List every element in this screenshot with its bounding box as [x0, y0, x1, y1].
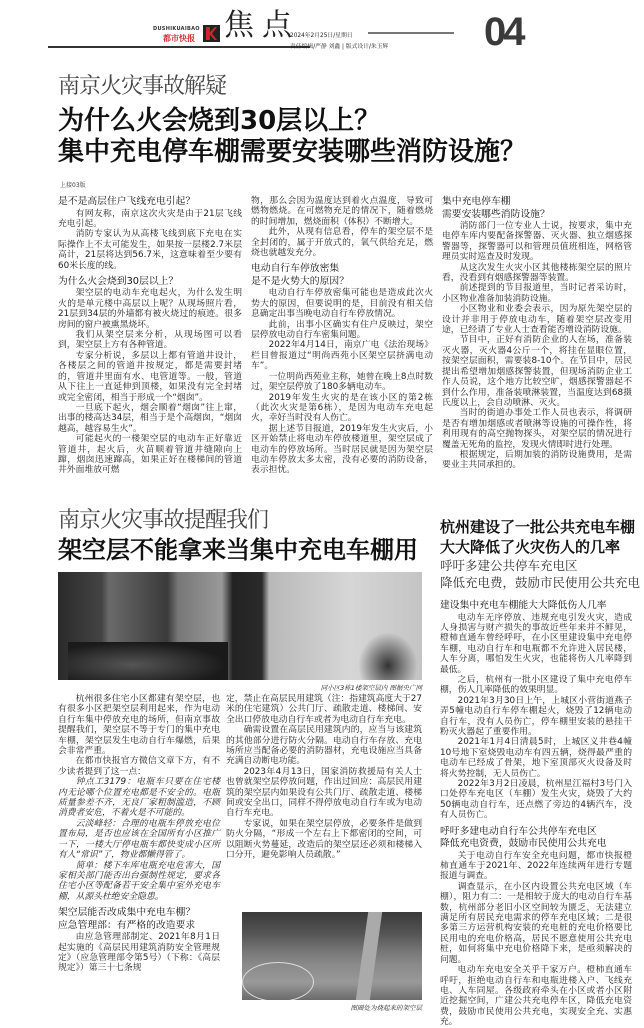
- subheading: 是不是高层住户飞线充电引起？: [58, 196, 196, 207]
- reader-comment: 云淡峰轻：合理的电瓶车停放充电位置布局，是否也应该在全国所有小区推广一下，一楼大厅停电瓶车都快变成小区所有人“常识”了，物业都懒得管了。: [58, 818, 220, 861]
- paragraph: 调查显示，在小区内设置公共充电区域（车棚），阻力有二：一是相较于庞大的电动自行车基数，杭州部分老旧小区空间较为匮乏，无法建立满足所有居民充电需求的停车充电区域；二是很多第三方运营机构安装的充电桩的充电价格要比民用电的充电价格高，居民不愿意使用公共充电桩，如何将集中充电价格降下来，是亟须解决的问题。: [440, 881, 632, 965]
- photo-caption-1: 同小区3栋1楼架空层内 图据央广网: [320, 684, 422, 692]
- brand-name-en: DUSHIKUAIBAO: [153, 26, 200, 32]
- page-number: 04: [484, 10, 523, 54]
- paragraph: 在都市快报官方微信文章下方，有不少读者提到了这一点：: [58, 756, 220, 777]
- subheading: 架空层能否改成集中充电车棚？: [58, 907, 196, 919]
- subheading: 建设集中充电车棚能大大降低伤人几率: [440, 600, 607, 611]
- subheading: 需要安装哪些消防设施？: [442, 208, 550, 220]
- editor-credits: 责任编辑/严静 刘鑫 | 版式设计/朱玉辉: [290, 44, 389, 50]
- subheading: 为什么火会烧到30层以上？: [58, 275, 179, 287]
- photo-parking-area: [58, 572, 422, 680]
- paragraph: 可能起火的一楼架空层的电动车正好靠近管道井，起火后，火苗顺着管道井缝隙向上蹿，烟囱迅速蹿高，如果正好在楼梯间的管道井外面堆放可燃: [58, 434, 242, 476]
- paragraph: 电动车充电安全关乎千家万户。橙柿直通车呼吁，拒绝电动自行车和电瓶进楼入户、飞线充电、人车同屋。各级政府牵头在小区或者小区附近挖掘空间，广建公共充电停车区，降低充电资费，鼓励市民使用公共充电，实现安全充、实惠充。: [440, 965, 632, 1028]
- paragraph: 此外，从现有信息看，停车的架空层不是全封闭的，属于开放式的，氧气供给充足，燃烧也就越发充分。: [251, 227, 433, 259]
- paragraph: 据上述节目报道，2019年发生火灾后，小区开始禁止将电动车停放楼道里，架空层成了电动车的停放场所。当时居民就是因为架空层电动车停放太多太密，没有必要的消防设备，表示担忧。: [251, 423, 433, 476]
- subheading: 降低充电资费，鼓励市民使用公共充电: [440, 838, 607, 850]
- left-kicker: 南京火灾事故提醒我们: [58, 508, 269, 533]
- top-headline-line1: 为什么火会烧到30层以上？: [58, 106, 381, 136]
- right-article-body: [440, 600, 632, 1028]
- paragraph: 消防部门一位专业人士说，按要求，集中充电停车库内要配备探警器、灭火器、独立烟感探警器等，探警器可以和管理员值班相连，网格管理员实时巡查及时发现。: [442, 221, 632, 263]
- subheading: 集中充电停车棚: [442, 196, 511, 207]
- left-article-column-a: [58, 694, 220, 974]
- paragraph: 小区物业和业委会表示，因为原先架空层的设计并非用于停放电动车，随着架空层改变用途，已经请了专业人士查看能否增设消防设施。: [442, 304, 632, 336]
- top-article-column-1: [58, 196, 242, 476]
- reader-comment: 简单：楼下车库电瓶充电危害大，国家相关部门能否出台强制性规定，要求各住宅小区等配备若干安全集中室外充电车棚，从源头杜绝安全隐患。: [58, 860, 220, 902]
- top-kicker: 南京火灾事故解疑: [58, 74, 227, 99]
- paragraph: 电动自行车停放密集可能也是造成此次火势大的原因，但要说明的是，目前没有相关信息确定出事当晚电动自行车停放情况。: [251, 288, 433, 320]
- paragraph: 2022年4月14日，南京广电《法治现场》栏目曾报道过“明尚西苑小区架空层挤满电动车”。: [251, 340, 433, 372]
- newspaper-logo-icon: [203, 25, 220, 42]
- photo-caption-2: 图圈处为烧起来的架空层: [350, 1004, 422, 1012]
- paragraph: 一位明尚西苑业主称，她曾在晚上8点时数过，架空层停放了180多辆电动车。: [251, 371, 433, 393]
- continued-from: 上接03版: [60, 182, 86, 189]
- subheading: 电动自行车停放密集: [251, 263, 340, 275]
- top-headline-line2: 集中充电停车棚需要安装哪些消防设施？: [58, 137, 527, 167]
- paragraph: 2023年4月13日，国家消防救援局有关人士也曾就架空层停放问题，作出过回应：高层民用建筑的架空层内如果设有公共门厅、疏散走道、楼梯间或安全出口，同样不得停放电动自行车或为电动自行车充电。: [226, 766, 422, 819]
- paragraph: 关于电动自行车安全充电问题，都市快报橙柿直通车于2021年、2022年连续两年进行专题报道与调查。: [440, 850, 632, 882]
- brand-name-cn: 都市快报: [163, 34, 195, 43]
- paragraph: 2022年3月2日凌晨，杭州星江福村3号门入口处停车充电区（车棚）发生火灾，烧毁了大约50辆电动自行车，还点燃了旁边的4辆汽车，没有人员伤亡。: [440, 779, 632, 821]
- paragraph: 杭州很多住宅小区都建有架空层，也有很多小区把架空层利用起来，作为电动自行车集中停放充电的场所，但南京事故提醒我们，架空层不等于专门的集中充电车棚，架空层发生电动自行车爆燃，后果会非常严重。: [58, 694, 220, 757]
- paragraph: 物，那么会因为温度达到着火点温度，导致可燃物燃烧。在可燃物充足的情况下，随着燃烧的时间增加，燃烧面积（体积）不断增大。: [251, 196, 433, 227]
- paragraph: 定，禁止在高层民用建筑（注：指建筑高度大于27米的住宅建筑）公共门厅、疏散走道、楼梯间、安全出口停放电动自行车或者为电动自行车充电。: [226, 694, 422, 725]
- subheading: 应急管理部：有严格的改造要求: [58, 919, 196, 931]
- right-subheadline-1: 呼吁多建公共停车充电区: [440, 558, 578, 573]
- paragraph: 我们从架空层来分析，从现场图可以看到，架空层上方有各种管道。: [58, 330, 242, 351]
- section-title: 焦点: [224, 8, 300, 43]
- masthead-rule-right: [368, 32, 454, 34]
- paragraph: 此前，出事小区确实有住户反映过，架空层停放电动自行车密集问题。: [251, 319, 433, 341]
- paragraph: 从这次发生火灾小区其他楼栋架空层的照片看，没看到有烟感探警器等装置。: [442, 262, 632, 284]
- subheading: 呼吁多建电动自行车公共停车充电区: [440, 825, 597, 837]
- paragraph: 节目中，正好有消防企业的人在场，准备装灭火器，灭火器4公斤一个，将挂在显眼位置，按架空层面积，需要装8-10个。在节目中，居民提出希望增加烟感探警装置，但现场消防企业工作人员说，这个地方比较空旷，烟感探警器起不到什么作用，准备装喷淋装置，当温度达到68摄氏度以上，会自动喷淋、灭火。: [442, 335, 632, 408]
- paragraph: 2019年发生火灾的是在该小区的第2栋（此次火灾是第6栋），是因为电动车充电起火，幸好当时没有人伤亡。: [251, 392, 433, 424]
- right-headline-line2: 大大降低了火灾伤人的几率: [440, 538, 621, 556]
- paragraph: 架空层的电动车充电起火，为什么发生明火的是单元楼中高层以上呢？从现场照片看，21层到34层的外墙都有被火烧过的痕迹。很多房间的窗户被熏黑烧坏。: [58, 288, 242, 330]
- subheading: 是不是火势大的原因？: [251, 275, 349, 287]
- left-headline: 架空层不能拿来当集中充电车棚用: [58, 536, 418, 564]
- top-article-column-2: [251, 196, 433, 476]
- right-headline-line1: 杭州建设了一批公共充电车棚: [440, 518, 636, 536]
- paragraph: 消防专家认为从高楼飞线到底下充电在实际操作上不太可能发生，如果按一层楼2.7米层高计，21层将达到56.7米，这意味着至少要有60米长度的线。: [58, 229, 242, 271]
- paragraph: 根据规定，后期加装的消防设施费用，是需要业主共同承担的。: [442, 449, 632, 471]
- issue-date: 2024年2月25日/星期日: [290, 33, 353, 39]
- paragraph: 2021年1月4日清晨5时，上城区义井巷4幢10号地下室烧毁电动车有四五辆，烧得最严重的电动车已经成了骨架，地下室顶部灭火设备及时将火势控制，无人员伤亡。: [440, 737, 632, 779]
- top-article-column-3: [442, 196, 632, 471]
- paragraph: 一旦底下起火，烟会顺着“烟囱”往上窜，出事的楼高达34层，相当于是个高烟囱，“烟囱越高，越容易生火”。: [58, 402, 242, 434]
- reader-comment: 钟点工3179：电瓶车只要在住宅楼内无论哪个位置充电都是不安全的。电瓶质量参差不齐，无良厂家粗制滥造，不顾消费者安危，不着火是不可能的。: [58, 777, 220, 819]
- right-subheadline-2: 降低充电费，鼓励市民使用公共充电: [440, 575, 641, 590]
- left-article-column-b: [226, 694, 422, 861]
- paragraph: 前述提到的节目报道里，当时记者采访时，小区物业准备加装消防设施。: [442, 283, 632, 304]
- paragraph: 专家说，如果在架空层停放，必要条件是做到防火分隔，“形成一个左右上下都密闭的空间，可以阻断火势蔓延，改造后的架空层还必须和楼梯入口分开，避免影响人员疏散。”: [226, 818, 422, 861]
- paragraph: 2021年3月30日上午，上城区小营街道燕子弄5幢电动自行车停车棚起火，烧毁了12辆电动自行车，没有人员伤亡，停车棚里安装的悬挂干粉灭火器起了重要作用。: [440, 695, 632, 737]
- paragraph: 由应急管理部制定、2021年8月1日起实施的《高层民用建筑消防安全管理规定》（应急管理部令第5号）（下称：《高层规定》）第三十七条规: [58, 932, 220, 974]
- paragraph: 之后，杭州有一批小区建设了集中充电停车棚，伤人几率降低的效果明显。: [440, 674, 632, 696]
- paragraph: 专家分析说，多层以上都有管道井设计，各楼层之间的管道井按规定，都是需要封堵的，管道井里面有水、电管道等。一般，管道从下往上一直延伸到顶楼，如果没有完全封堵或完全密闭，相当于形成一个“烟囱”。: [58, 350, 242, 403]
- paragraph: 确需设置在高层民用建筑内的，应当与该建筑的其他部分进行防火分隔。电动自行车存放、充电场所应当配备必要的消防器材，充电设施应当具备充满自动断电功能。: [226, 725, 422, 767]
- paragraph: 有网友称，南京这次火灾是由于21层飞线充电引起。: [58, 208, 242, 229]
- paragraph: 电动车无序停放、违规充电引发火灾，造成人身损害与财产损失的事故近些年来并不鲜见，橙柿直通车曾经呼吁，在小区里建设集中充电停车棚，电动自行车和电瓶都不允许进入居民楼，人车分离，哪怕发生火灾，也能将伤人几率降到最低。: [440, 612, 632, 675]
- photo-burnt-floor: [242, 912, 422, 1000]
- paragraph: 当时的街道办事处工作人员也表示，将调研是否有增加烟感或者喷淋等设施的可操作性，将利用现有的高空抛物探头，对架空层的情况进行覆盖无死角的监控，发现火情即时进行处理。: [442, 408, 632, 450]
